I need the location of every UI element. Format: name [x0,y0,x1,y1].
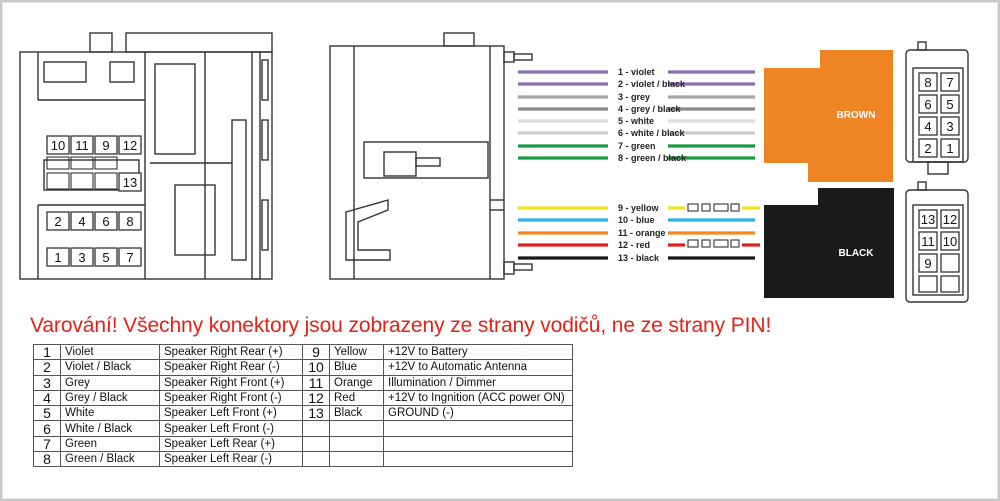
black-connector-block [764,188,894,298]
pin-function: Speaker Right Front (-) [160,390,303,405]
pin-function [384,421,573,436]
left-pin-slot [95,157,117,169]
left-connector-body [20,52,272,279]
right-pin-box [941,276,959,292]
left-pin-label: 3 [78,250,86,265]
warning-text: Varování! Všechny konektory jsou zobrazeny ze strany vodičů, ne ze strany PIN! [30,314,772,337]
left-pin-label: 11 [75,138,89,153]
left-pin-slot [71,173,93,189]
left-pin-label: 7 [126,250,134,265]
brown-block-shape [764,68,820,163]
left-pin-slot [47,173,69,189]
wire-label: 11 - orange [618,228,666,238]
pinout-row [34,390,573,405]
brown-connector-block [764,50,893,182]
left-pin-label: 8 [126,214,134,229]
wire-color: Green / Black [61,452,160,467]
wire-color: Green [61,436,160,451]
wire-label: 2 - violet / black [618,79,686,89]
wire-harness [518,67,760,263]
right-pin-label: 8 [924,75,932,90]
right-pin-label: 3 [946,119,954,134]
pin-number: 10 [303,360,330,375]
left-connector-top-rail [126,33,272,52]
wire-color: Red [330,390,384,405]
inline-fuse-red [688,240,739,247]
wire-color: Grey [61,375,160,390]
wire-color: Violet [61,345,160,360]
left-pin-slot [95,173,117,189]
pin-number: 1 [34,345,61,360]
right-pin-box [941,254,959,272]
wire-label: 1 - violet [618,67,655,77]
right-pin-label: 12 [942,212,958,227]
right-pin-label: 10 [942,234,958,249]
pin-function: +12V to Ingnition (ACC power ON) [384,390,573,405]
pinout-row [34,375,573,390]
left-connector [20,33,272,279]
wire-color: Blue [330,360,384,375]
pin-number: 9 [303,345,330,360]
pin-function: Speaker Right Rear (-) [160,360,303,375]
left-pin-label: 1 [54,250,62,265]
pin-function [384,452,573,467]
right-pin-box [919,276,937,292]
wire-color: Orange [330,375,384,390]
wire-label: 8 - green / black [618,153,687,163]
left-pin-label: 5 [102,250,110,265]
right-pin-label: 2 [924,141,932,156]
wire-label: 7 - green [618,141,656,151]
pin-number: 7 [34,436,61,451]
wire-label: 3 - grey [618,92,651,102]
pin-number [303,452,330,467]
wire-color [330,436,384,451]
wire-label: 9 - yellow [618,203,659,213]
pin-function [384,436,573,451]
wire-label: 4 - grey / black [618,104,681,114]
wire-label: 12 - red [618,240,651,250]
pinout-row [34,436,573,451]
pin-number [303,436,330,451]
pinout-table [33,344,573,467]
left-pin-label: 12 [122,138,138,153]
pin-number: 11 [303,375,330,390]
right-connector-black-pins [919,210,959,292]
right-pin-label: 1 [946,141,954,156]
black-block-label: BLACK [838,248,874,259]
black-block-shape [808,282,894,298]
pin-number: 5 [34,406,61,421]
right-pin-label: 9 [924,256,932,271]
left-pin-slot [71,157,93,169]
wire-color: Black [330,406,384,421]
pinout-row [34,360,573,375]
left-pin-label: 9 [102,138,110,153]
pin-number: 3 [34,375,61,390]
pin-number: 8 [34,452,61,467]
inline-fuse-yellow [688,204,739,211]
wire-color [330,452,384,467]
pin-function: Speaker Left Rear (-) [160,452,303,467]
pin-function: Speaker Left Front (+) [160,406,303,421]
wire-label: 10 - blue [618,215,655,225]
left-pin-label: 4 [78,214,86,229]
right-pin-label: 6 [924,97,932,112]
left-pin-label: 13 [122,175,138,190]
right-connector-brown-pins [919,73,959,157]
right-pin-label: 11 [921,234,935,249]
left-pin-slot [47,157,69,169]
pin-number: 12 [303,390,330,405]
wire-color: White [61,406,160,421]
pinout-row [34,452,573,467]
pin-function: Speaker Left Rear (+) [160,436,303,451]
left-pin-label: 6 [102,214,110,229]
right-pin-label: 7 [946,75,954,90]
pin-function: +12V to Automatic Antenna [384,360,573,375]
pin-number: 6 [34,421,61,436]
left-pin-label: 2 [54,214,62,229]
left-connector-tab [90,33,112,52]
wire-color: Grey / Black [61,390,160,405]
middle-connector-body [330,46,504,279]
pin-function: Speaker Left Front (-) [160,421,303,436]
wire-color [330,421,384,436]
pin-number: 13 [303,406,330,421]
wire-color: Yellow [330,345,384,360]
pin-function: Illumination / Dimmer [384,375,573,390]
right-pin-label: 13 [920,212,936,227]
pin-function: +12V to Battery [384,345,573,360]
pin-function: GROUND (-) [384,406,573,421]
pin-function: Speaker Right Front (+) [160,375,303,390]
pinout-row [34,345,573,360]
left-connector-pins [47,136,141,266]
pin-number: 4 [34,390,61,405]
wire-color: Violet / Black [61,360,160,375]
right-pin-label: 4 [924,119,932,134]
pin-number: 2 [34,360,61,375]
black-block-shape [818,188,894,296]
wire-label: 5 - white [618,116,655,126]
wire-label: 13 - black [618,253,660,263]
wire-color: White / Black [61,421,160,436]
brown-block-shape [808,160,893,182]
pin-function: Speaker Right Rear (+) [160,345,303,360]
pinout-row [34,406,573,421]
left-pin-label: 10 [50,138,66,153]
pinout-row [34,421,573,436]
middle-connector [330,33,532,279]
pin-number [303,421,330,436]
right-pin-label: 5 [946,97,954,112]
wire-label: 6 - white / black [618,128,685,138]
brown-block-label: BROWN [836,110,876,121]
